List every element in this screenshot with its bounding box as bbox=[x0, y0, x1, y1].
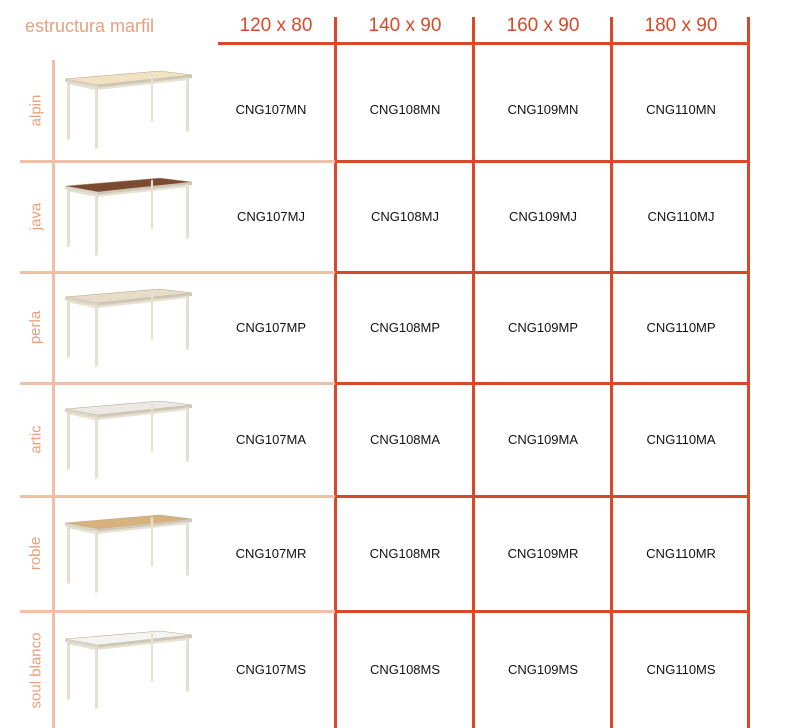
product-code: CNG108MN bbox=[369, 102, 441, 117]
column-divider bbox=[334, 17, 337, 728]
product-code: CNG107MR bbox=[235, 545, 307, 561]
finish-name: alpin bbox=[27, 94, 45, 126]
product-code: CNG107MA bbox=[235, 431, 307, 447]
size-header-2: 140 x 90 bbox=[368, 15, 442, 36]
desk-image bbox=[60, 279, 195, 374]
product-code: CNG108MA bbox=[369, 431, 441, 447]
product-code: CNG109MJ bbox=[509, 208, 577, 224]
desk-image bbox=[60, 61, 195, 156]
product-code: CNG110MP bbox=[646, 319, 716, 335]
product-code: CNG110MJ bbox=[647, 208, 715, 224]
product-code: CNG109MR bbox=[507, 545, 579, 561]
product-code: CNG108MS bbox=[369, 662, 441, 677]
row-divider bbox=[20, 382, 335, 385]
desk-image bbox=[60, 505, 195, 600]
product-code: CNG107MJ bbox=[237, 208, 305, 224]
size-header-1: 120 x 80 bbox=[239, 15, 313, 36]
row-divider bbox=[335, 382, 750, 385]
finish-label bbox=[16, 308, 56, 348]
finish-name: roble bbox=[27, 536, 45, 571]
product-code: CNG110MA bbox=[646, 431, 716, 447]
product-code: CNG109MP bbox=[507, 319, 579, 335]
finish-name: java bbox=[27, 202, 45, 231]
row-divider bbox=[20, 160, 335, 163]
product-code: CNG109MN bbox=[507, 102, 579, 117]
finish-label bbox=[16, 420, 56, 460]
finish-label bbox=[16, 534, 56, 574]
product-code: CNG108MR bbox=[369, 545, 441, 561]
product-code: CNG107MP bbox=[235, 319, 307, 335]
row-divider bbox=[335, 610, 750, 613]
desk-image bbox=[60, 621, 195, 716]
product-code: CNG109MS bbox=[507, 662, 579, 677]
desk-image bbox=[60, 168, 195, 263]
row-divider bbox=[335, 271, 750, 274]
finish-label bbox=[16, 90, 56, 130]
finish-label bbox=[16, 632, 56, 708]
structure-label: estructura marfil bbox=[25, 16, 155, 36]
row-divider bbox=[20, 610, 335, 613]
row-divider bbox=[335, 160, 750, 163]
header-divider bbox=[218, 42, 750, 45]
desk-image bbox=[60, 391, 195, 486]
column-divider bbox=[747, 17, 750, 728]
product-code: CNG107MN bbox=[235, 102, 307, 117]
size-header-4: 180 x 90 bbox=[644, 15, 718, 36]
finish-name: artic bbox=[27, 425, 45, 454]
product-code: CNG109MA bbox=[507, 431, 579, 447]
finish-label bbox=[16, 197, 56, 237]
product-code: CNG110MN bbox=[646, 102, 716, 117]
product-code: CNG108MP bbox=[369, 319, 441, 335]
column-divider bbox=[472, 17, 475, 728]
product-code: CNG108MJ bbox=[371, 208, 439, 224]
product-code: CNG110MS bbox=[646, 662, 716, 677]
product-code: CNG107MS bbox=[235, 662, 307, 677]
row-divider bbox=[20, 495, 335, 498]
row-divider bbox=[335, 495, 750, 498]
finish-name: soul blanco bbox=[27, 632, 45, 708]
row-divider bbox=[20, 271, 335, 274]
product-code: CNG110MR bbox=[646, 545, 716, 561]
finish-name: perla bbox=[27, 310, 45, 345]
size-header-3: 160 x 90 bbox=[506, 15, 580, 36]
column-divider bbox=[610, 17, 613, 728]
